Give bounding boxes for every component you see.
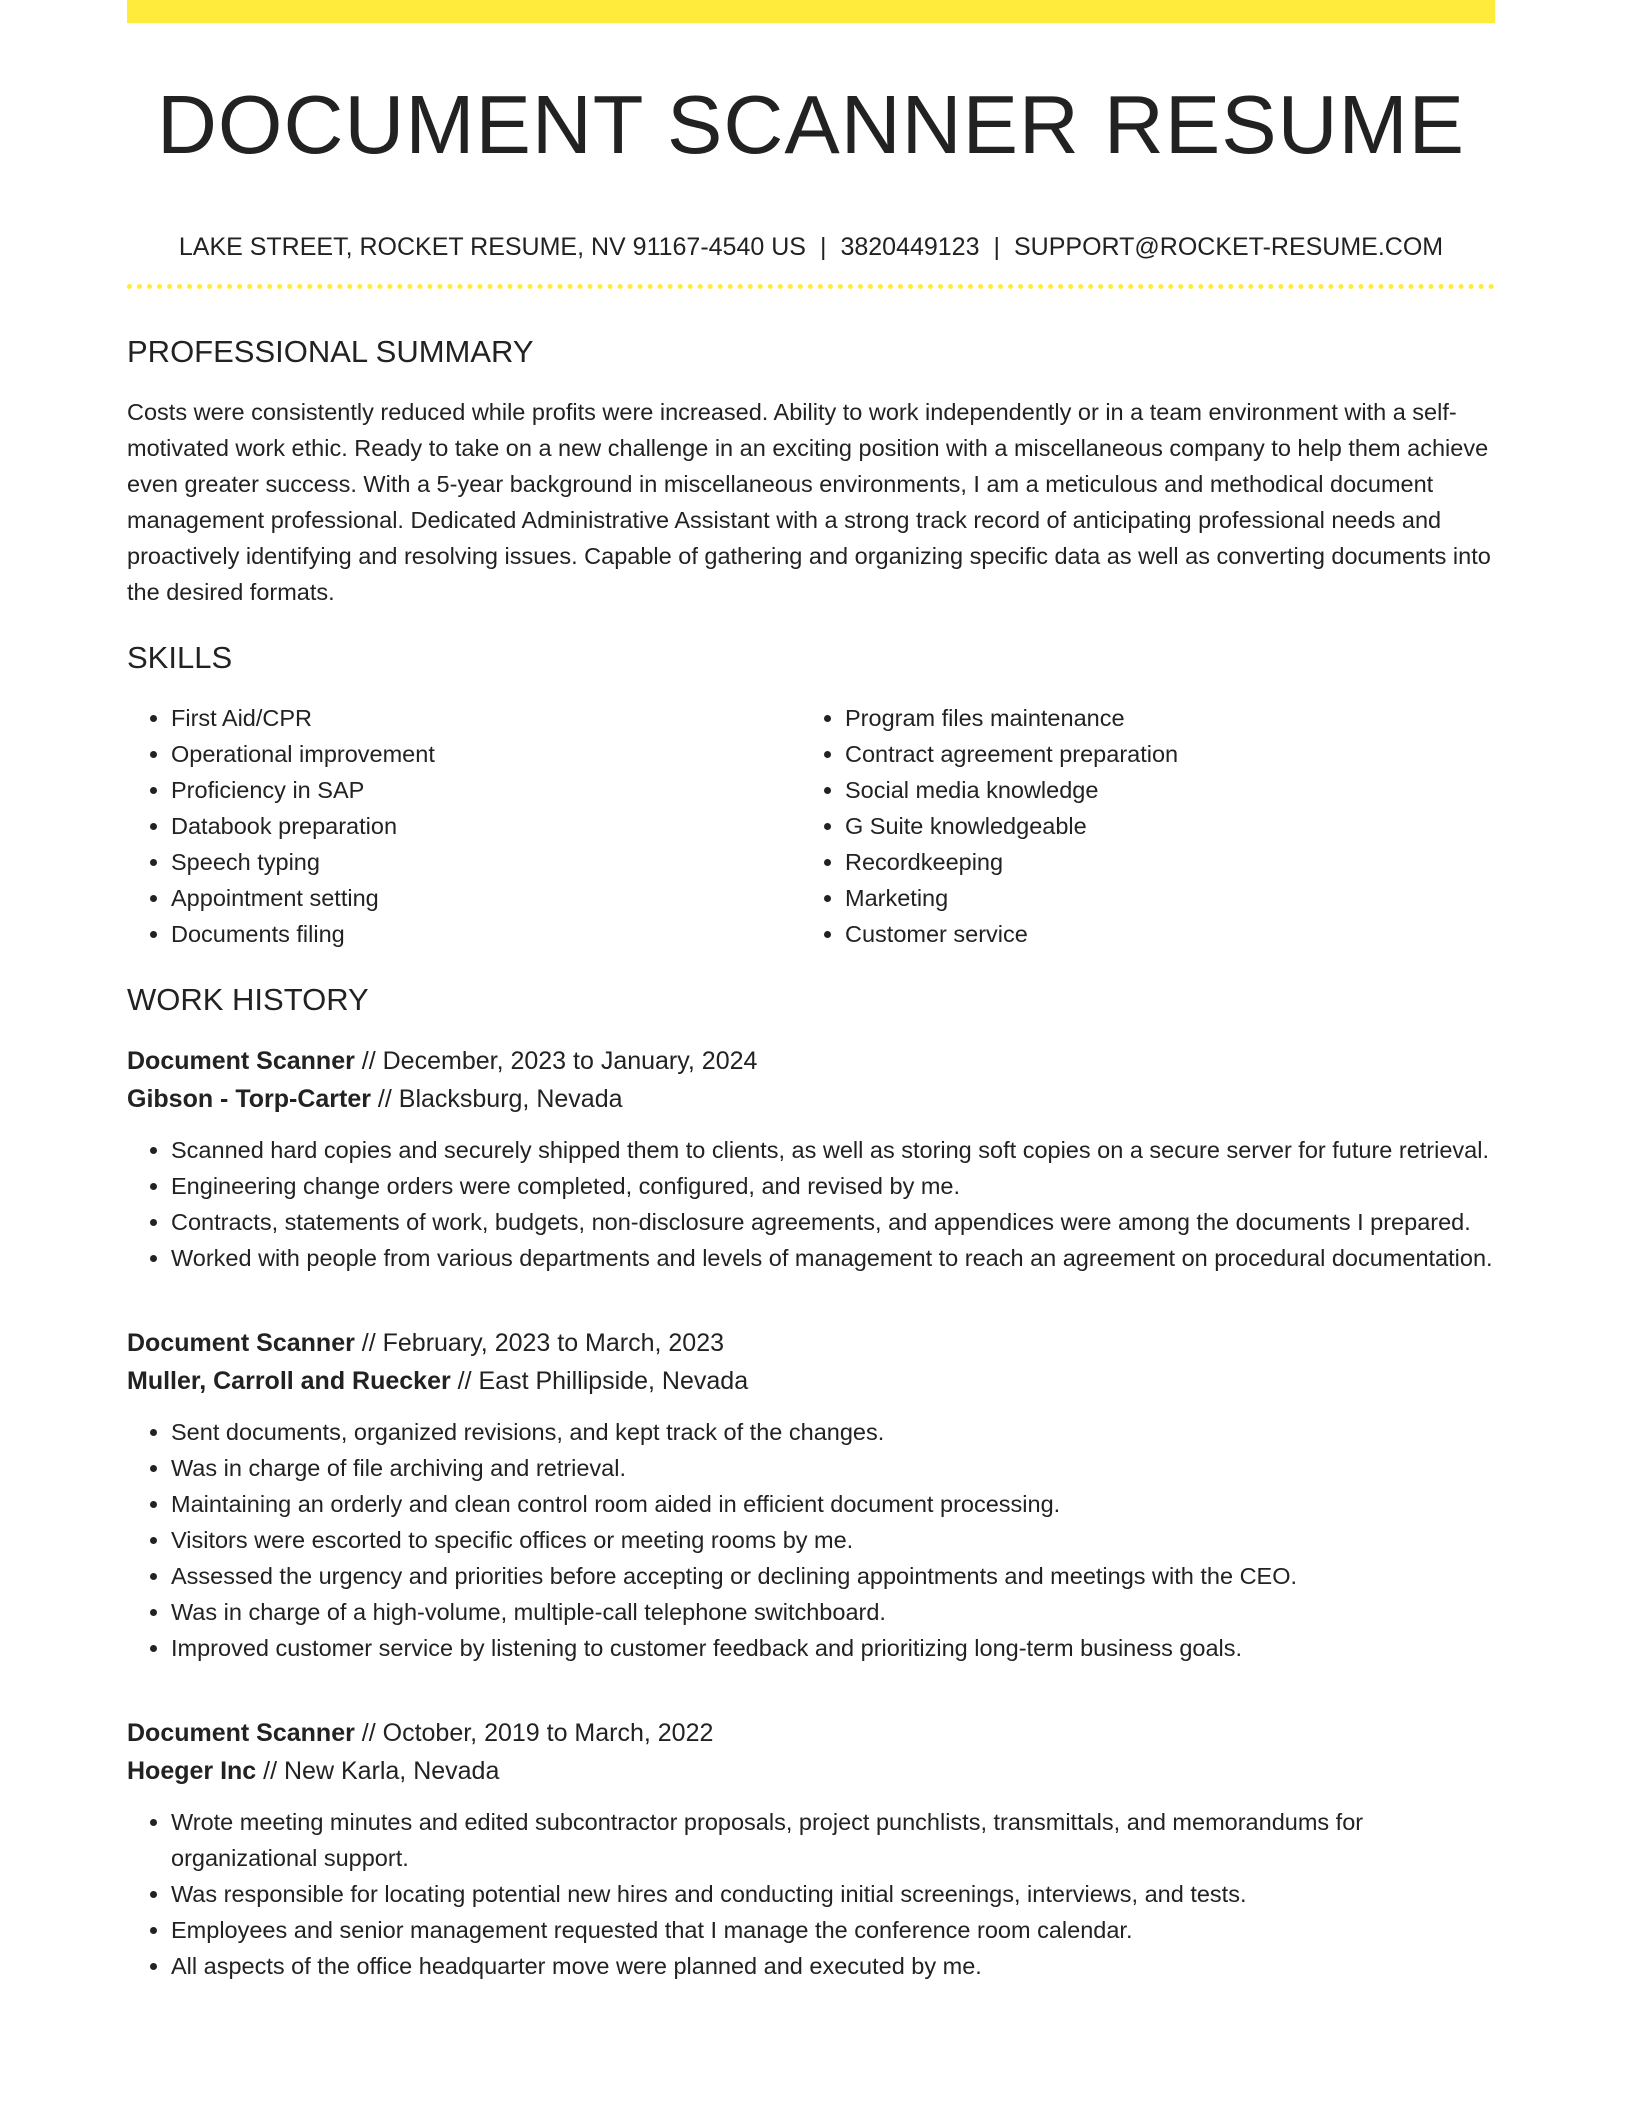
job-company-line <box>127 1752 1495 1790</box>
job-bullet: • Wrote meeting minutes and edited subcontractor proposals, project punchlists, transmittals, and memorandums for organizational support. <box>171 1804 1495 1876</box>
skill-item: • Operational improvement <box>171 736 801 772</box>
job-bullet-list <box>127 1414 1495 1666</box>
job-title: Document Scanner <box>127 1329 355 1357</box>
skill-item: • Program files maintenance <box>845 700 1475 736</box>
skills-grid <box>127 700 1495 952</box>
work-history-heading: WORK HISTORY <box>127 982 369 1017</box>
job-title: Document Scanner <box>127 1719 355 1747</box>
job-company: Muller, Carroll and Ruecker <box>127 1367 451 1395</box>
job-title-line <box>127 1714 1495 1752</box>
job-bullet: • Was responsible for locating potential new hires and conducting initial screenings, interviews, and tests. <box>171 1876 1495 1912</box>
skill-item: • First Aid/CPR <box>171 700 801 736</box>
job-entry <box>127 1714 1495 1984</box>
job-company: Hoeger Inc <box>127 1757 257 1785</box>
job-entry <box>127 1324 1495 1666</box>
skill-item: • Speech typing <box>171 844 801 880</box>
job-bullet-list <box>127 1132 1495 1276</box>
job-bullet: • Employees and senior management requested that I manage the conference room calendar. <box>171 1912 1495 1948</box>
job-location: // Blacksburg, Nevada <box>370 1085 623 1113</box>
skill-item: • Recordkeeping <box>845 844 1475 880</box>
skill-item: • G Suite knowledgeable <box>845 808 1475 844</box>
contact-phone: 3820449123 <box>840 233 980 261</box>
job-bullet: • Was in charge of a high-volume, multiple-call telephone switchboard. <box>171 1594 1495 1630</box>
job-bullet: • Assessed the urgency and priorities before accepting or declining appointments and meetings with the CEO. <box>171 1558 1495 1594</box>
job-dates: // October, 2019 to March, 2022 <box>354 1719 714 1747</box>
skill-item: • Proficiency in SAP <box>171 772 801 808</box>
job-bullet: • Contracts, statements of work, budgets, non-disclosure agreements, and appendices were among the documents I prepared. <box>171 1204 1495 1240</box>
job-company-line <box>127 1080 1495 1118</box>
contact-separator: | <box>993 233 1000 261</box>
job-bullet: • Scanned hard copies and securely shipped them to clients, as well as storing soft copies on a secure server for future retrieval. <box>171 1132 1495 1168</box>
skill-item: • Appointment setting <box>171 880 801 916</box>
job-title: Document Scanner <box>127 1047 355 1075</box>
job-bullet: • Engineering change orders were completed, configured, and revised by me. <box>171 1168 1495 1204</box>
skills-list-left <box>127 700 801 952</box>
summary-text: Costs were consistently reduced while profits were increased. Ability to work independently or in a team environment with a self-motivated work ethic. Ready to take on a new challenge in an exciting position with a miscellaneous company to help them achieve even greater success. With a 5-year background in miscellaneous environments, I am a meticulous and methodical document management professional. Dedicated Administrative Assistant with a strong track record of anticipating professional needs and proactively identifying and resolving issues. Capable of gathering and organizing specific data as well as converting documents into the desired formats. <box>127 399 1491 605</box>
skills-heading: SKILLS <box>127 640 233 675</box>
work-history-section <box>127 982 1495 1984</box>
contact-separator: | <box>819 233 827 261</box>
job-bullet: • Improved customer service by listening to customer feedback and prioritizing long-term business goals. <box>171 1630 1495 1666</box>
job-dates: // February, 2023 to March, 2023 <box>354 1329 725 1357</box>
job-bullet: • Worked with people from various departments and levels of management to reach an agreement on procedural documentation. <box>171 1240 1495 1276</box>
skill-item: • Marketing <box>845 880 1475 916</box>
top-accent-bar <box>127 0 1495 23</box>
dotted-divider <box>127 284 1495 289</box>
job-bullet: • Maintaining an orderly and clean control room aided in efficient document processing. <box>171 1486 1495 1522</box>
skill-item: • Documents filing <box>171 916 801 952</box>
contact-address: LAKE STREET, ROCKET RESUME, NV 91167-4540 US <box>178 233 806 261</box>
skill-item: • Databook preparation <box>171 808 801 844</box>
skills-list-right <box>801 700 1475 952</box>
summary-heading: PROFESSIONAL SUMMARY <box>127 334 534 369</box>
skill-item: • Contract agreement preparation <box>845 736 1475 772</box>
skill-item: • Customer service <box>845 916 1475 952</box>
job-company-line <box>127 1362 1495 1400</box>
resume-title: DOCUMENT SCANNER RESUME <box>156 78 1466 171</box>
job-dates: // December, 2023 to January, 2024 <box>354 1047 758 1075</box>
job-bullet: • Visitors were escorted to specific offices or meeting rooms by me. <box>171 1522 1495 1558</box>
skills-section <box>127 640 1495 952</box>
summary-section <box>127 334 1495 610</box>
job-entry <box>127 1042 1495 1276</box>
job-bullet: • Sent documents, organized revisions, and kept track of the changes. <box>171 1414 1495 1450</box>
job-bullet: • Was in charge of file archiving and retrieval. <box>171 1450 1495 1486</box>
resume-content <box>127 23 1495 1984</box>
contact-email: SUPPORT@ROCKET-RESUME.COM <box>1014 233 1444 261</box>
job-bullet: • All aspects of the office headquarter move were planned and executed by me. <box>171 1948 1495 1984</box>
job-location: // New Karla, Nevada <box>256 1757 500 1785</box>
job-bullet-list <box>127 1804 1495 1984</box>
job-location: // East Phillipside, Nevada <box>450 1367 749 1395</box>
job-title-line <box>127 1042 1495 1080</box>
skill-item: • Social media knowledge <box>845 772 1475 808</box>
job-title-line <box>127 1324 1495 1362</box>
contact-line <box>127 232 1495 262</box>
job-company: Gibson - Torp-Carter <box>127 1085 371 1113</box>
